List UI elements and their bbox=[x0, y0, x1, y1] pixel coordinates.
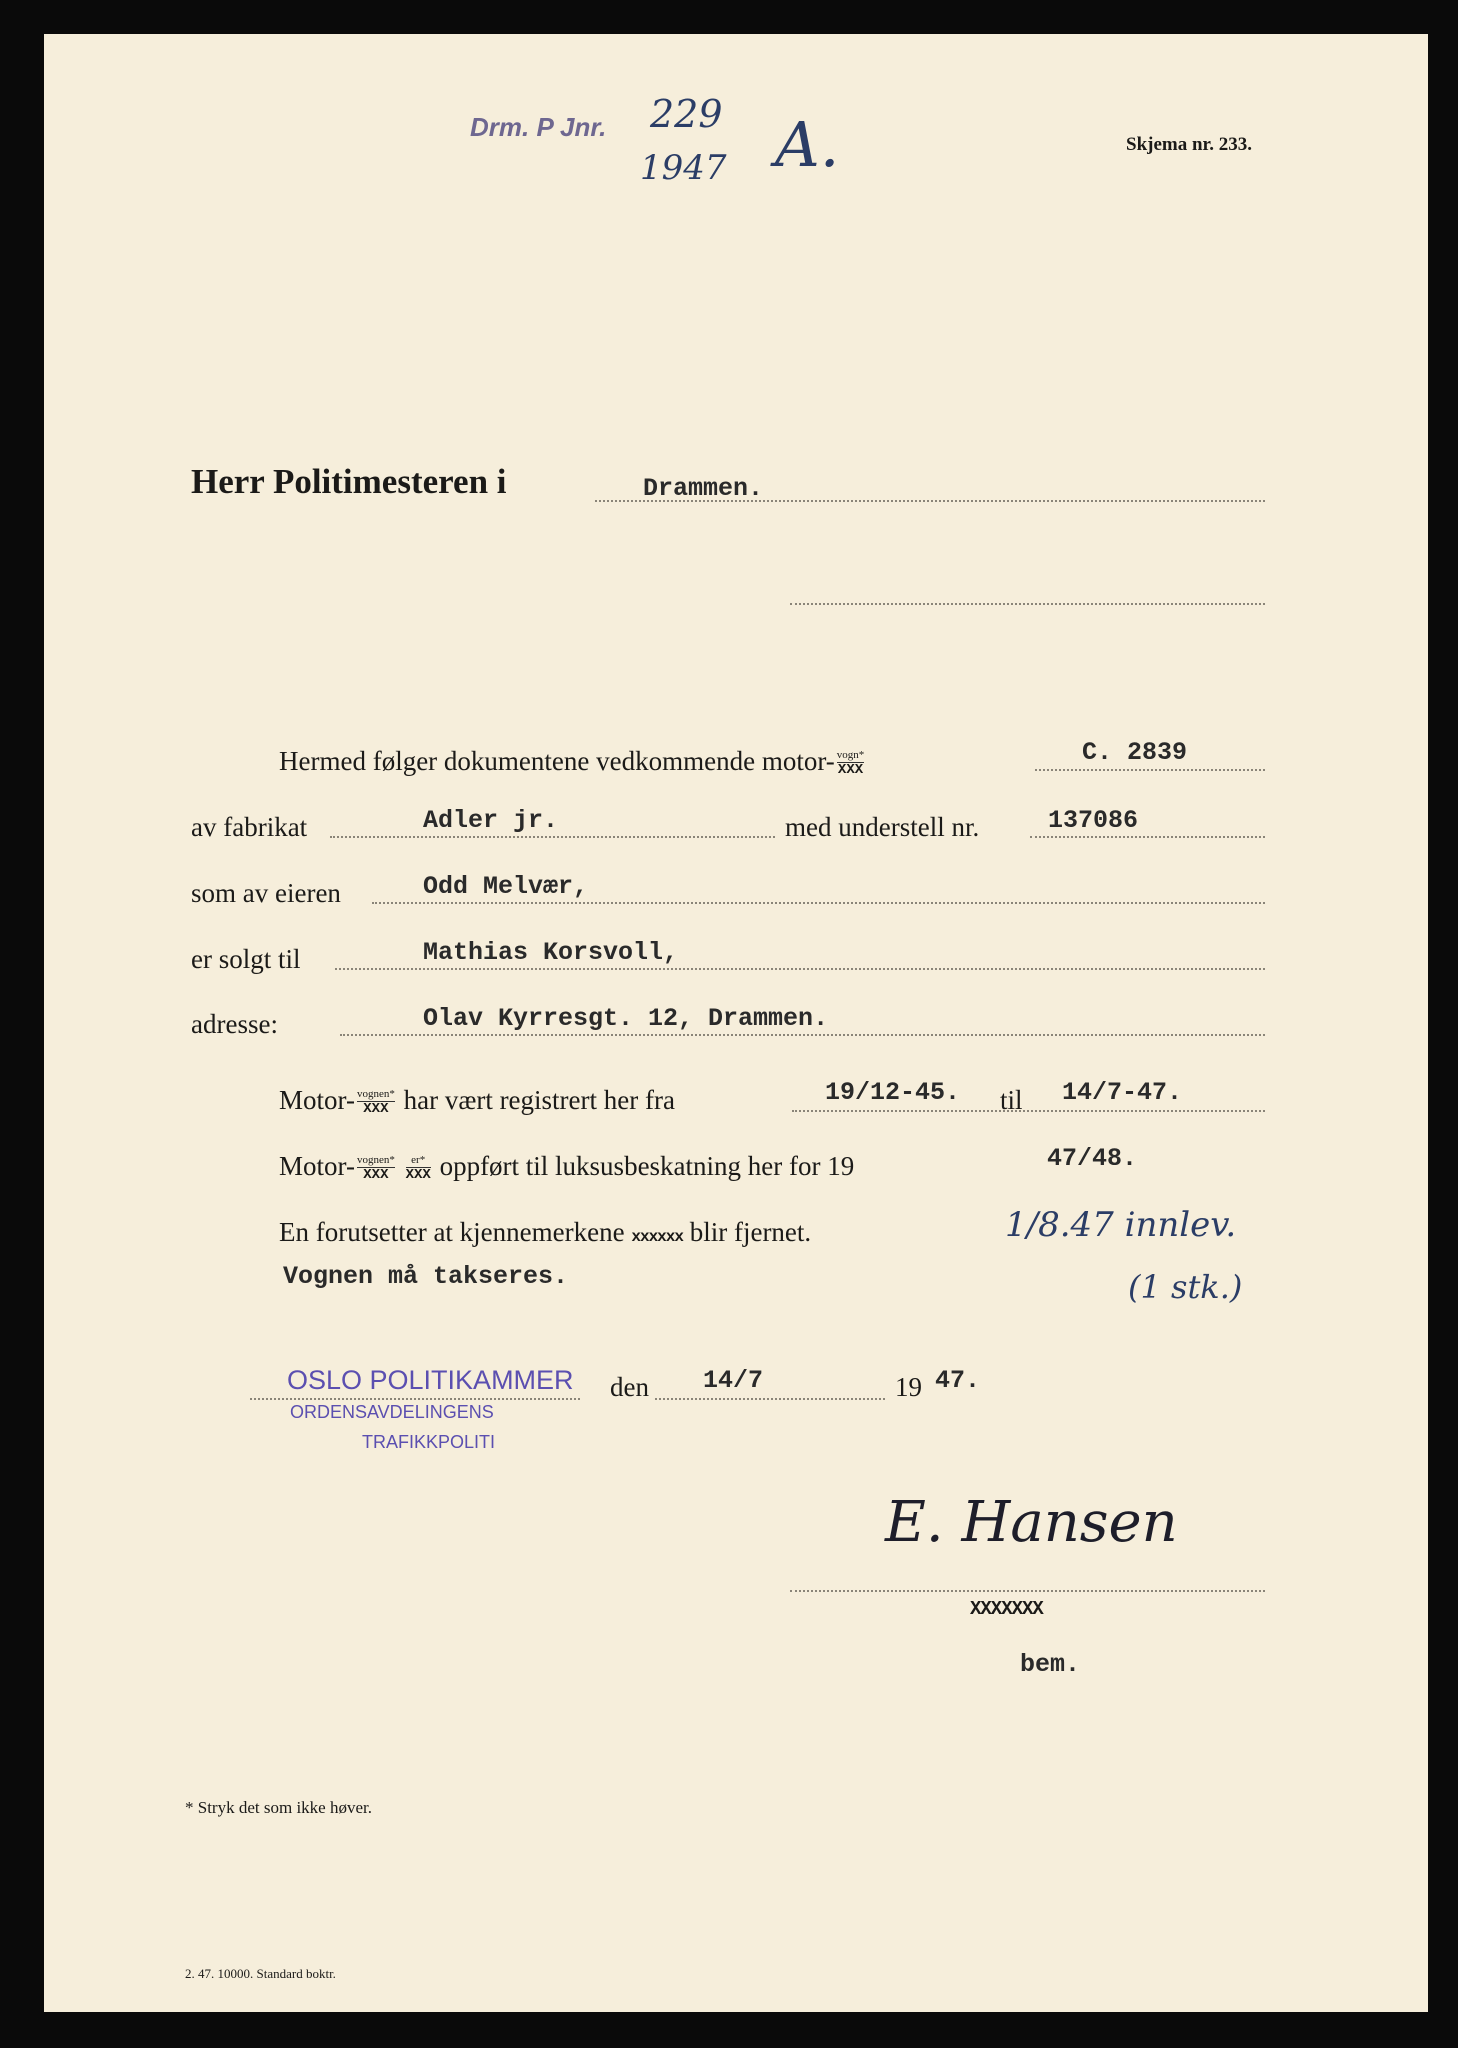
tax-year: 47/48. bbox=[1047, 1144, 1138, 1173]
journal-number: 229 bbox=[650, 92, 723, 136]
typed-note: Vognen må takseres. bbox=[283, 1262, 569, 1291]
stamp-line-2: ORDENSAVDELINGENS bbox=[290, 1402, 494, 1422]
registered-to: 14/7-47. bbox=[1062, 1078, 1183, 1107]
plates-text-b: blir fjernet. bbox=[689, 1217, 812, 1247]
tax-line-text: oppført til luksusbeskatning her for 19 bbox=[439, 1151, 855, 1181]
den-label: den bbox=[610, 1372, 649, 1402]
handwritten-note: 1/8.47 innlev. bbox=[1005, 1205, 1237, 1245]
make-label: av fabrikat bbox=[191, 812, 308, 842]
reg-line-prefix: Motor- bbox=[279, 1085, 355, 1115]
struck-title: XXXXXXX bbox=[970, 1598, 1043, 1620]
reg-line-text: har vært registrert her fra bbox=[403, 1085, 675, 1115]
registration-number: C. 2839 bbox=[1082, 738, 1188, 767]
owner-label: som av eieren bbox=[191, 878, 341, 908]
vehicle-type-fraction: $\frac{\text{vognen*}}{\text{XXX}}$ bbox=[356, 1154, 395, 1184]
address-label: adresse: bbox=[191, 1009, 278, 1039]
year-prefix: 19 bbox=[895, 1372, 922, 1402]
addressee-city: Drammen. bbox=[643, 474, 764, 503]
form-number: Skjema nr. 233. bbox=[1126, 134, 1252, 155]
chassis-label: med understell nr. bbox=[785, 812, 980, 842]
verb-fraction: $\frac{er*}{\text{XXX}}$ bbox=[405, 1154, 431, 1184]
make-value: Adler jr. bbox=[423, 806, 559, 835]
footnote: * Stryk det som ikke høver. bbox=[185, 1798, 372, 1817]
signer-title: bem. bbox=[1020, 1650, 1081, 1679]
sold-label: er solgt til bbox=[191, 944, 301, 974]
address-value: Olav Kyrresgt. 12, Drammen. bbox=[423, 1004, 829, 1033]
signoff-date: 14/7 bbox=[703, 1366, 764, 1395]
til-label: til bbox=[1000, 1085, 1023, 1115]
chassis-value: 137086 bbox=[1048, 806, 1139, 835]
printer-line: 2. 47. 10000. Standard boktr. bbox=[185, 1966, 336, 1981]
registered-from: 19/12-45. bbox=[825, 1078, 961, 1107]
stamp-line-3: TRAFIKKPOLITI bbox=[362, 1432, 496, 1452]
journal-stamp: Drm. P Jnr. bbox=[470, 112, 607, 142]
plates-text-a: En forutsetter at kjennemerkene bbox=[279, 1217, 625, 1247]
intro-label: Hermed følger dokumentene vedkommende motor- bbox=[279, 746, 835, 776]
struck-text: xxxxxx bbox=[631, 1228, 683, 1246]
vehicle-type-fraction: $\frac{\text{vogn*}}{\text{XXX}}$ bbox=[836, 749, 865, 779]
vehicle-type-fraction: $\frac{\text{vognen*}}{\text{XXX}}$ bbox=[356, 1088, 395, 1118]
owner-value: Odd Melvær, bbox=[423, 872, 589, 901]
stamp-line-1: OSLO POLITIKAMMER bbox=[287, 1365, 574, 1395]
year-suffix: 47. bbox=[935, 1366, 981, 1395]
journal-year: 1947 bbox=[640, 148, 727, 188]
handwritten-note-2: (1 stk.) bbox=[1128, 1268, 1243, 1306]
handwritten-mark: A. bbox=[775, 108, 840, 181]
buyer-name: Mathias Korsvoll, bbox=[423, 938, 679, 967]
addressee-label: Herr Politimesteren i bbox=[191, 462, 507, 501]
tax-line-prefix: Motor- bbox=[279, 1151, 355, 1181]
signature: E. Hansen bbox=[885, 1490, 1178, 1555]
